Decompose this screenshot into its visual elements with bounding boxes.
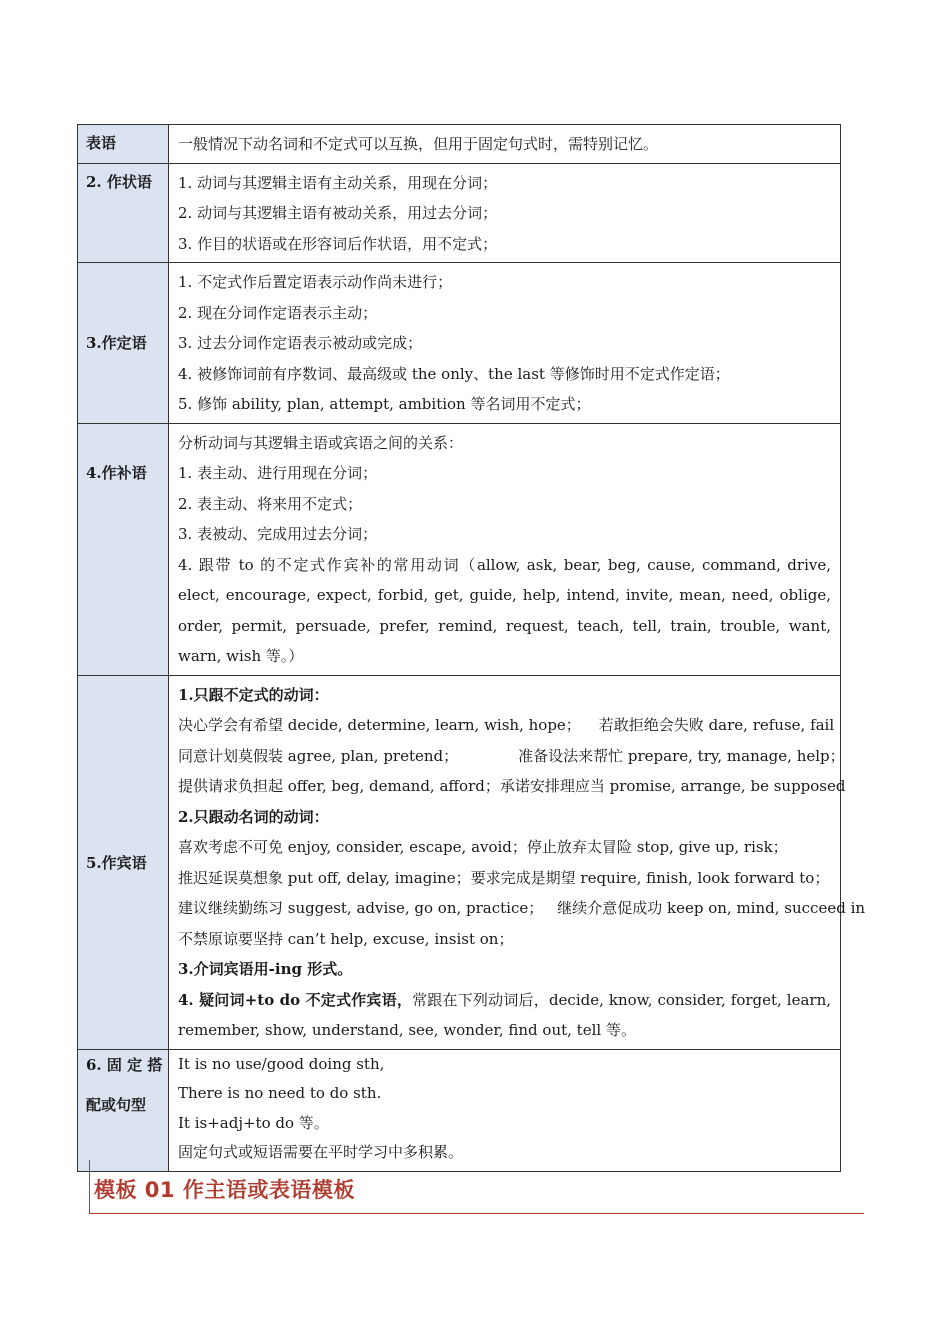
section-title <box>89 1160 864 1214</box>
verb-mnemonic-line: 决心学会有希望 decide, determine, learn, wish, hope； 若敢拒绝会失败 dare, refuse, fail <box>178 716 835 734</box>
table-row <box>78 675 841 1049</box>
table-row <box>78 423 841 675</box>
content-line: 2. 动词与其逻辑主语有被动关系，用过去分词； <box>178 204 498 222</box>
subheading: 1.只跟不定式的动词： <box>178 685 329 704</box>
content-line: It is+adj+to do 等。 <box>178 1113 329 1132</box>
row-content <box>169 675 866 1049</box>
section-title-text: 模板 01 作主语或表语模板 <box>94 1178 355 1202</box>
row-content <box>169 125 841 164</box>
content-line: 3. 作目的状语或在形容词后作状语，用不定式； <box>178 234 498 253</box>
verb-mnemonic-line: 不禁原谅要坚持 can’t help, excuse, insist on； <box>178 929 514 948</box>
row-content <box>169 163 841 263</box>
subheading: 3.介词宾语用-ing 形式。 <box>178 960 353 978</box>
grammar-table <box>77 124 866 1172</box>
content-line: 4. 被修饰词前有序数词、最高级或 the only、the last 等修饰时用不定式作定语； <box>178 364 730 383</box>
content-line: 固定句式或短语需要在平时学习中多积累。 <box>178 1143 464 1161</box>
row-header-line: 配或句型 <box>86 1096 147 1114</box>
table-row <box>78 1049 841 1171</box>
content-line: 2. 表主动、将来用不定式； <box>178 494 363 513</box>
row-header: 4.作补语 <box>78 423 169 675</box>
table-row <box>78 263 841 424</box>
verb-mnemonic-line: 同意计划莫假装 agree, plan, pretend； 准备设法来帮忙 prepare, try, manage, help； <box>178 746 845 765</box>
content-paragraph: 4. 疑问词+to do 不定式作宾语，常跟在下列动词后，decide, know, consider, forget, learn, remember, show, understand, see, wonder, find out, tell 等。 <box>178 990 831 1039</box>
table-row <box>78 163 841 263</box>
content-line: 一般情况下动名词和不定式可以互换，但用于固定句式时，需特别记忆。 <box>178 135 659 153</box>
content-line: 分析动词与其逻辑主语或宾语之间的关系： <box>178 433 464 452</box>
subheading: 2.只跟动名词的动词： <box>178 807 329 826</box>
verb-mnemonic-line: 建议继续勤练习 suggest, advise, go on, practice； 继续介意促成功 keep on, mind, succeed in <box>178 899 866 917</box>
verb-mnemonic-line: 提供请求负担起 offer, beg, demand, afford；承诺安排理应当 promise, arrange, be supposed <box>178 777 846 795</box>
row-header: 2. 作状语 <box>78 163 169 263</box>
row-header <box>78 1049 169 1171</box>
content-line: 2. 现在分词作定语表示主动； <box>178 303 378 322</box>
row-content <box>169 263 841 424</box>
content-line: 1. 动词与其逻辑主语有主动关系，用现在分词； <box>178 173 498 192</box>
content-line: 1. 表主动、进行用现在分词； <box>178 464 378 482</box>
content-line: 3. 过去分词作定语表示被动或完成； <box>178 334 423 352</box>
verb-mnemonic-line: 喜欢考虑不可免 enjoy, consider, escape, avoid；停止放弃太冒险 stop, give up, risk； <box>178 838 788 856</box>
row-header: 3.作定语 <box>78 263 169 424</box>
content-line: There is no need to do sth. <box>178 1084 382 1102</box>
row-header-line: 6. 固 定 搭 <box>86 1055 163 1074</box>
row-content <box>169 423 841 675</box>
verb-mnemonic-line: 推迟延误莫想象 put off, delay, imagine；要求完成是期望 require, finish, look forward to； <box>178 868 830 887</box>
row-header: 表语 <box>78 125 169 164</box>
row-content <box>169 1049 841 1171</box>
content-line: 5. 修饰 ability, plan, attempt, ambition 等名词用不定式； <box>178 395 591 413</box>
content-line: 3. 表被动、完成用过去分词； <box>178 525 378 543</box>
content-line: 1. 不定式作后置定语表示动作尚未进行； <box>178 273 453 291</box>
table-row <box>78 125 841 164</box>
content-line: It is no use/good doing sth, <box>178 1054 385 1073</box>
content-paragraph: 4. 跟带 to 的不定式作宾补的常用动词（allow, ask, bear, beg, cause, command, drive, elect, encourage, expect, forbid, get, guide, help, intend, invite, mean, need, oblige, order, permit, persuade, prefer, remind, request, teach, tell, train, trouble, want, warn, wish 等。） <box>178 555 831 665</box>
row-header: 5.作宾语 <box>78 675 169 1049</box>
